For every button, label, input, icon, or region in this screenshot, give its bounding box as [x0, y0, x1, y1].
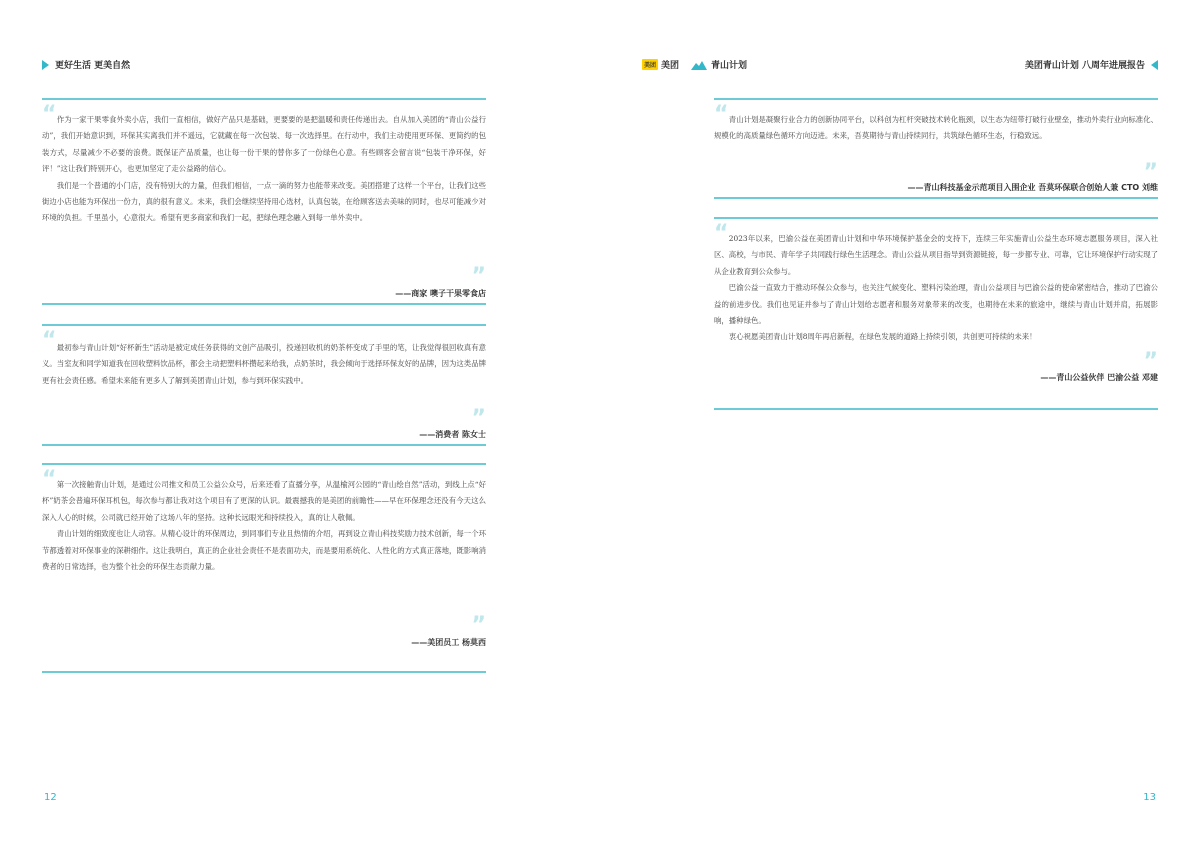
- quote-block: [42, 98, 486, 305]
- quote-paragraph: 2023年以来，巴渝公益在美团青山计划和中华环境保护基金会的支持下，连续三年实施青山公益生态环境志愿服务项目，深入社区、高校，与市民、青年学子共同践行绿色生活理念。青山公益从项目指导到资源链接，每一步都专业、可靠，它让环境保护行动实现了从企业教育到公众参与。: [714, 234, 1158, 276]
- open-quote-icon: “: [42, 102, 57, 127]
- quote-body: [42, 112, 486, 227]
- quote-signature: ——青山公益伙伴 巴渝公益 邓建: [1040, 373, 1158, 382]
- quote-signature: ——商家 噢子干果零食店: [395, 289, 486, 298]
- brand-header: [642, 58, 747, 71]
- quote-paragraph: 青山计划是凝聚行业合力的创新协同平台，以科创为杠杆突破技术转化瓶颈，以生态为纽带打破行业壁垒，推动外卖行业向标准化、规模化的高质量绿色循环方向迈进。未来，吾莫期待与青山持续同行，共筑绿色循环生态，行稳致远。: [714, 115, 1158, 141]
- quote-body: [714, 231, 1158, 346]
- triangle-right-icon: [42, 60, 49, 70]
- quote-body: [714, 112, 1158, 145]
- quote-paragraph: 最初参与青山计划“好杯新生”活动是被定成任务获得的文创产品吸引，投递回收机的奶茶杯变成了手里的笔，让我觉得很回收真有意义。当室友和同学知道我在回收塑料饮品杯，都会主动把塑料杯攒起来给我，点奶茶时，我会倾向于选择环保友好的品牌，因为这类品牌更有社会责任感。希望未来能有更多人了解到美团青山计划，参与到环保实践中。: [42, 343, 486, 385]
- meituan-logo: 美团: [642, 59, 658, 70]
- open-quote-icon: “: [714, 221, 729, 246]
- close-quote-icon: ”: [1143, 349, 1158, 374]
- program-name: 青山计划: [711, 61, 748, 71]
- brand-name: 美团: [661, 61, 680, 71]
- quote-signature: ——青山科技基金示范项目入围企业 吾莫环保联合创始人兼 CTO 刘维: [907, 183, 1158, 192]
- quote-paragraph: 衷心祝愿美团青山计划8周年再启新程，在绿色发展的道路上持续引领，共创更可持续的未来！: [728, 332, 1037, 342]
- report-title: 美团青山计划 八周年进展报告: [1024, 61, 1145, 71]
- open-quote-icon: “: [714, 102, 729, 127]
- mountain-icon: [691, 60, 707, 70]
- close-quote-icon: ”: [471, 613, 486, 638]
- quote-block: [42, 463, 486, 673]
- quote-signature: ——消费者 陈女士: [419, 430, 486, 439]
- quote-block: [42, 324, 486, 446]
- right-page: [600, 0, 1200, 849]
- quote-paragraph: 巴渝公益一直致力于推动环保公众参与，也关注气候变化、塑料污染治理，青山公益项目与巴渝公益的使命紧密结合，推动了巴渝公益的前进步伐。我们也见证并参与了青山计划给志愿者和服务对象带来的改变，也期待在未来的旅途中，继续与青山计划并肩，拓展影响，播种绿色。: [714, 283, 1158, 326]
- left-header: [42, 58, 130, 71]
- open-quote-icon: “: [42, 328, 57, 353]
- right-header: [1025, 58, 1158, 71]
- quote-body: [42, 340, 486, 389]
- quote-paragraph: 第一次接触青山计划，是通过公司推文和员工公益公众号，后来还看了直播分享，从温榆河公园的“青山绘自然”活动，到线上点“好杯”奶茶会普遍环保耳机包，每次参与都让我对这个项目有了更深的认识。最震撼我的是美团的前瞻性——早在环保理念还没有今天这么深入人心的时候，公司就已经开始了这场八年的坚持。这种长远眼光和持续投入，真的让人敬佩。: [42, 480, 486, 522]
- quote-paragraph: 作为一家干果零食外卖小店，我们一直相信，做好产品只是基础，更要要的是把温暖和责任传递出去。自从加入美团的“青山公益行动”，我们开始意识到，环保其实离我们并不遥远，它就藏在每一次包装、每一次选择里。在行动中，我们主动使用更环保、更简约的包装方式，尽量减少不必要的浪费。既保证产品质量，也让每一份干果的替你多了一份绿色心意。有些顾客会留言说“包装干净环保，好评！”这让我们特别开心，也更加坚定了走公益路的信心。: [42, 115, 486, 174]
- quote-signature: ——美团员工 杨莫西: [411, 638, 486, 647]
- quote-body: [42, 477, 486, 575]
- quote-paragraph: 我们是一个普通的小门店，没有特别大的力量，但我们相信，一点一滴的努力也能带来改变。美团搭建了这样一个平台，让我们这些街边小店也能为环保出一份力，真的很有意义。未来，我们会继续坚持用心选材，认真包装，在给顾客送去美味的同时，也尽可能减少对环境的负担。千里虽小，心意很大。希望有更多商家和我们一起，把绿色理念融入到每一单外卖中。: [42, 180, 486, 223]
- close-quote-icon: ”: [471, 264, 486, 289]
- left-header-title: 更好生活 更美自然: [55, 61, 131, 71]
- quote-block: [714, 217, 1158, 410]
- page-number: 13: [1143, 792, 1156, 803]
- triangle-left-icon: [1151, 60, 1158, 70]
- quote-block: [714, 98, 1158, 199]
- quote-paragraph: 青山计划的细致度也让人动容。从精心设计的环保周边，到同事们专业且热情的介绍，再到设立青山科技奖励力技术创新，每一个环节都透着对环保事业的深耕细作。这让我明白，真正的企业社会责任不是表面功夫，而是要用系统化、人性化的方式真正落地，既影响消费者的日常选择，也为整个社会的环保生态贡献力量。: [42, 529, 486, 572]
- page-number: 12: [44, 792, 57, 803]
- close-quote-icon: ”: [1143, 160, 1158, 185]
- close-quote-icon: ”: [471, 406, 486, 431]
- open-quote-icon: “: [42, 467, 57, 492]
